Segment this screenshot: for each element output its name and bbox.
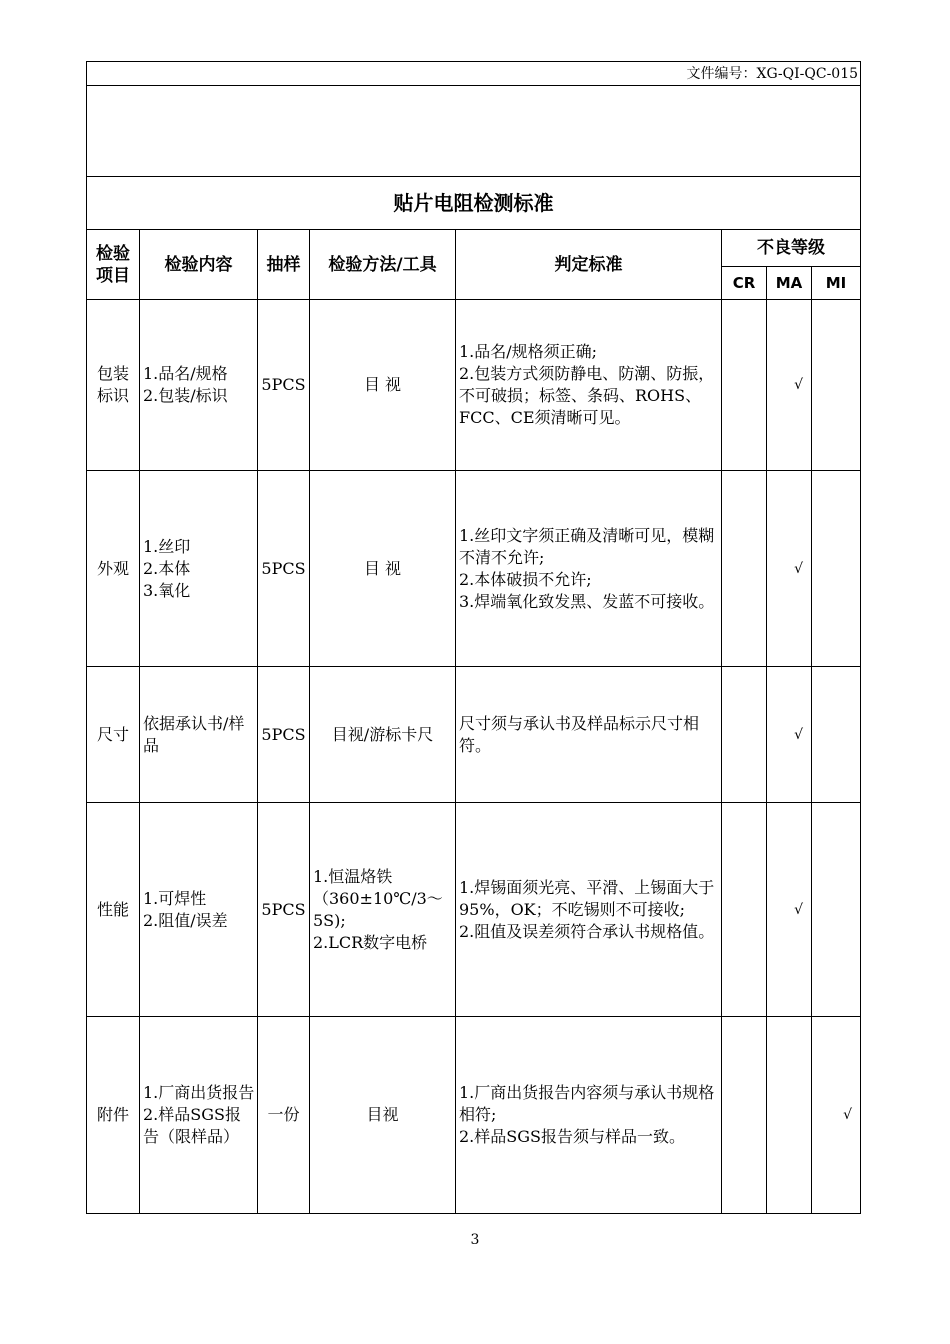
row-item: 附件: [87, 1017, 140, 1214]
row-cr-mark: [722, 1017, 767, 1214]
row-content: 依据承认书/样品: [140, 667, 258, 803]
row-content: 1.品名/规格 2.包装/标识: [140, 300, 258, 471]
row-criteria: 1.品名/规格须正确; 2.包装方式须防静电、防潮、防振，不可破损；标签、条码、ROHS、FCC、CE须清晰可见。: [456, 300, 722, 471]
row-content: 1.可焊性 2.阻值/误差: [140, 803, 258, 1017]
row-content: 1.厂商出货报告 2.样品SGS报告（限样品）: [140, 1017, 258, 1214]
row-sample: 5PCS: [258, 300, 310, 471]
row-ma-mark: √: [767, 471, 812, 667]
col-header-method: 检验方法/工具: [310, 230, 456, 300]
table-row: [87, 300, 861, 471]
row-item: 包装 标识: [87, 300, 140, 471]
row-ma-mark: [767, 1017, 812, 1214]
row-item: 外观: [87, 471, 140, 667]
row-content: 1.丝印 2.本体 3.氧化: [140, 471, 258, 667]
document-title: 贴片电阻检测标准: [87, 177, 861, 230]
table-row: [87, 471, 861, 667]
col-header-item: 检验 项目: [87, 230, 140, 300]
row-cr-mark: [722, 471, 767, 667]
row-sample: 5PCS: [258, 667, 310, 803]
doc-number: 文件编号：XG-QI-QC-015: [87, 62, 861, 86]
document-page: [86, 61, 860, 1214]
row-sample: 一份: [258, 1017, 310, 1214]
logo-area: [87, 86, 861, 177]
row-ma-mark: √: [767, 667, 812, 803]
col-header-cr: CR: [722, 267, 767, 300]
col-header-content: 检验内容: [140, 230, 258, 300]
col-header-ma: MA: [767, 267, 812, 300]
col-header-mi: MI: [812, 267, 861, 300]
page-number: 3: [470, 1232, 480, 1248]
row-item: 性能: [87, 803, 140, 1017]
row-criteria: 1.丝印文字须正确及清晰可见，模糊不清不允许; 2.本体破损不允许; 3.焊端氧化致发黑、发蓝不可接收。: [456, 471, 722, 667]
row-mi-mark: [812, 471, 861, 667]
row-ma-mark: √: [767, 300, 812, 471]
row-criteria: 尺寸须与承认书及样品标示尺寸相符。: [456, 667, 722, 803]
row-item: 尺寸: [87, 667, 140, 803]
row-criteria: 1.焊锡面须光亮、平滑、上锡面大于95%，OK；不吃锡则不可接收; 2.阻值及误差须符合承认书规格值。: [456, 803, 722, 1017]
row-mi-mark: [812, 803, 861, 1017]
row-sample: 5PCS: [258, 471, 310, 667]
row-method: 目 视: [310, 471, 456, 667]
row-criteria: 1.厂商出货报告内容须与承认书规格相符; 2.样品SGS报告须与样品一致。: [456, 1017, 722, 1214]
row-cr-mark: [722, 803, 767, 1017]
row-method: 目视: [310, 1017, 456, 1214]
col-header-criteria: 判定标准: [456, 230, 722, 300]
row-method: 目 视: [310, 300, 456, 471]
col-header-sample: 抽样: [258, 230, 310, 300]
row-mi-mark: √: [812, 1017, 861, 1214]
table-row: [87, 1017, 861, 1214]
row-method: 1.恒温烙铁（360±10℃/3～5S); 2.LCR数字电桥: [310, 803, 456, 1017]
row-cr-mark: [722, 667, 767, 803]
row-sample: 5PCS: [258, 803, 310, 1017]
row-mi-mark: [812, 667, 861, 803]
row-mi-mark: [812, 300, 861, 471]
col-header-defect-level: 不良等级: [722, 230, 861, 267]
row-method: 目视/游标卡尺: [310, 667, 456, 803]
table-row: [87, 803, 861, 1017]
table-row: [87, 667, 861, 803]
row-cr-mark: [722, 300, 767, 471]
inspection-standard-table: [86, 61, 861, 1214]
row-ma-mark: √: [767, 803, 812, 1017]
